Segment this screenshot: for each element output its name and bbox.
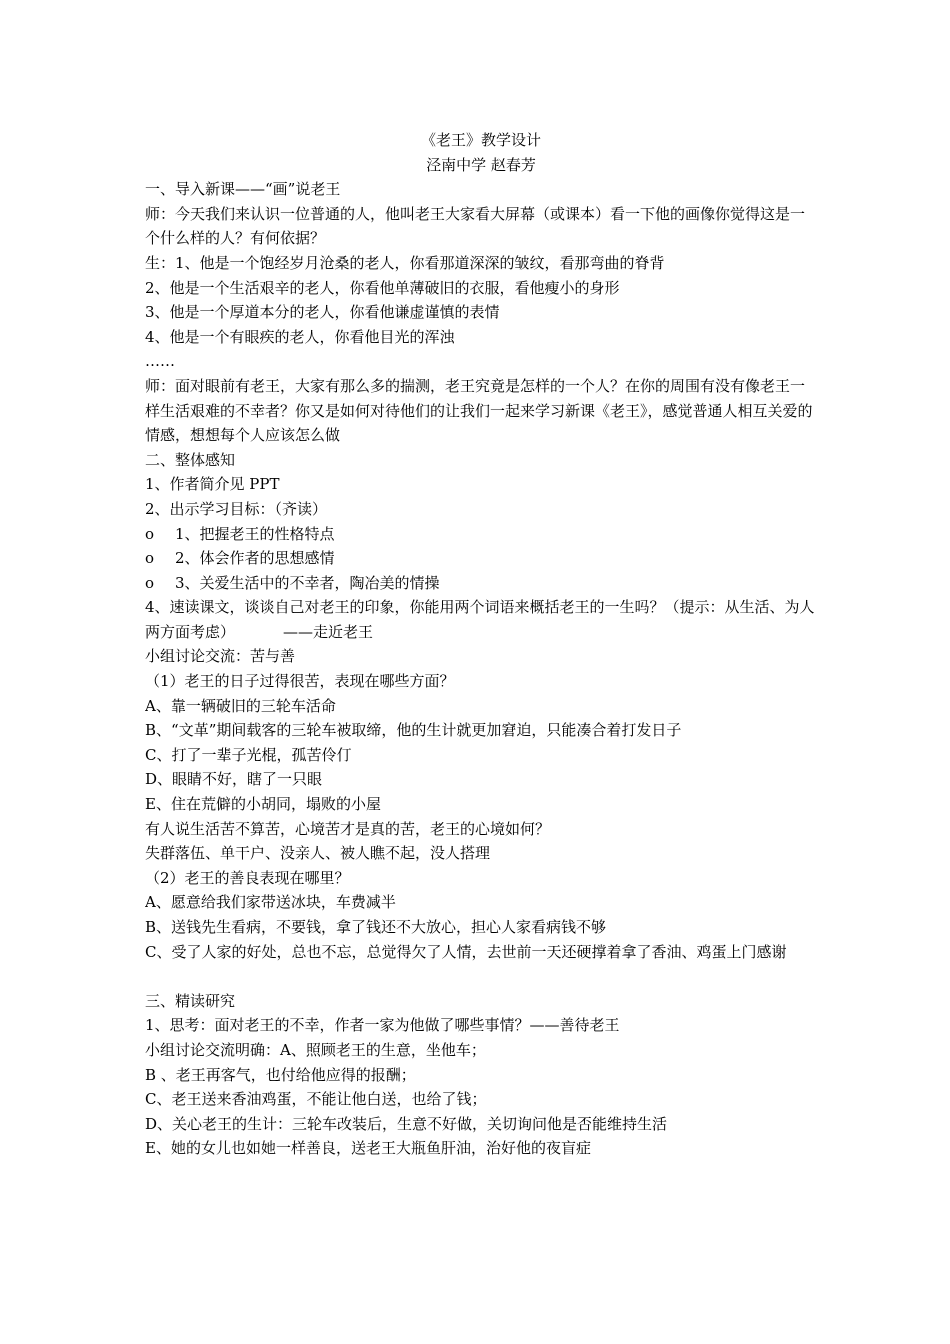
goal-text: 3、关爱生活中的不幸者，陶冶美的情操 [175, 573, 440, 592]
goal-list-item [145, 546, 817, 571]
paragraph: 小组讨论交流：苦与善 [145, 647, 296, 666]
paragraph: 1、作者简介见 PPT [145, 475, 280, 494]
ellipsis: …… [145, 352, 175, 371]
answer-item: C、老王送来香油鸡蛋，不能让他白送，也给了钱； [145, 1090, 487, 1109]
bullet-marker: o [145, 573, 155, 592]
answer-item: C、受了人家的好处，总也不忘，总觉得欠了人情，去世前一天还硬撑着拿了香油、鸡蛋上门感谢 [145, 942, 787, 961]
paragraph: 师：面对眼前有老王，大家有那么多的揣测，老王究竟是怎样的一个人？在你的周围有没有像老王一样生活艰难的不幸者？你又是如何对待他们的让我们一起来学习新课《老王》，感觉普通人相互关爱的情感，想想每个人应该怎么做 [145, 376, 813, 445]
answer-item: A、靠一辆破旧的三轮车活命 [145, 696, 336, 715]
paragraph: 师：今天我们来认识一位普通的人，他叫老王大家看大屏幕（或课本）看一下他的画像你觉得这是一个什么样的人？有何依据？ [145, 204, 806, 248]
section-heading: 一、导入新课——“画”说老王 [145, 180, 341, 199]
paragraph: 2、出示学习目标：（齐读） [145, 499, 328, 518]
paragraph-tail: ——走近老王 [283, 622, 374, 641]
paragraph: 4、他是一个有眼疾的老人，你看他目光的浑浊 [145, 327, 455, 346]
paragraph: 1、思考：面对老王的不幸，作者一家为他做了哪些事情？——善待老王 [145, 1016, 620, 1035]
answer-item: E、住在荒僻的小胡同，塌败的小屋 [145, 795, 381, 814]
answer-item: D、关心老王的生计：三轮车改装后，生意不好做，关切询问他是否能维持生活 [145, 1114, 668, 1133]
question: （2）老王的善良表现在哪里？ [145, 868, 350, 887]
answer-item: B 、老王再客气，也付给他应得的报酬； [145, 1065, 416, 1084]
goal-text: 1、把握老王的性格特点 [175, 524, 335, 543]
section-heading: 三、精读研究 [145, 991, 236, 1010]
blank-line [145, 964, 817, 989]
paragraph-text: 4、速读课文，谈谈自己对老王的印象，你能用两个词语来概括老王的一生吗？（提示：从生活、为人两方面考虑） [145, 598, 815, 641]
paragraph: 失群落伍、单干户、没亲人、被人瞧不起，没人搭理 [145, 844, 491, 863]
section-heading: 二、整体感知 [145, 450, 236, 469]
answer-item: A、愿意给我们家带送冰块，车费减半 [145, 893, 396, 912]
goal-text: 2、体会作者的思想感情 [175, 549, 335, 568]
paragraph: 2、他是一个生活艰辛的老人，你看他单薄破旧的衣服，看他瘦小的身形 [145, 278, 620, 297]
document-body [145, 128, 817, 1161]
answer-item: E、她的女儿也如她一样善良，送老王大瓶鱼肝油，治好他的夜盲症 [145, 1139, 591, 1158]
answer-item: C、打了一辈子光棍，孤苦伶仃 [145, 745, 352, 764]
answer-item: D、眼睛不好，瞎了一只眼 [145, 770, 323, 789]
paragraph: 3、他是一个厚道本分的老人，你看他谦虚谨慎的表情 [145, 303, 500, 322]
paragraph: 生：1、他是一个饱经岁月沧桑的老人，你看那道深深的皱纹，看那弯曲的脊背 [145, 253, 665, 272]
goal-list-item [145, 522, 817, 547]
bullet-marker: o [145, 549, 155, 568]
paragraph: 有人说生活苦不算苦，心境苦才是真的苦，老王的心境如何？ [145, 819, 551, 838]
goal-list-item [145, 571, 817, 596]
answer-item: B、送钱先生看病，不要钱，拿了钱还不大放心，担心人家看病钱不够 [145, 918, 607, 936]
bullet-marker: o [145, 524, 155, 543]
document-author: 泾南中学 赵春芳 [426, 155, 536, 174]
document-title: 《老王》教学设计 [420, 131, 541, 149]
answer-item: 小组讨论交流明确：A、照顾老王的生意，坐他车； [145, 1040, 486, 1059]
paragraph [145, 595, 817, 644]
answer-item: B、“文革”期间载客的三轮车被取缔，他的生计就更加窘迫，只能凑合着打发日子 [145, 721, 682, 740]
question: （1）老王的日子过得很苦，表现在哪些方面？ [145, 672, 455, 691]
